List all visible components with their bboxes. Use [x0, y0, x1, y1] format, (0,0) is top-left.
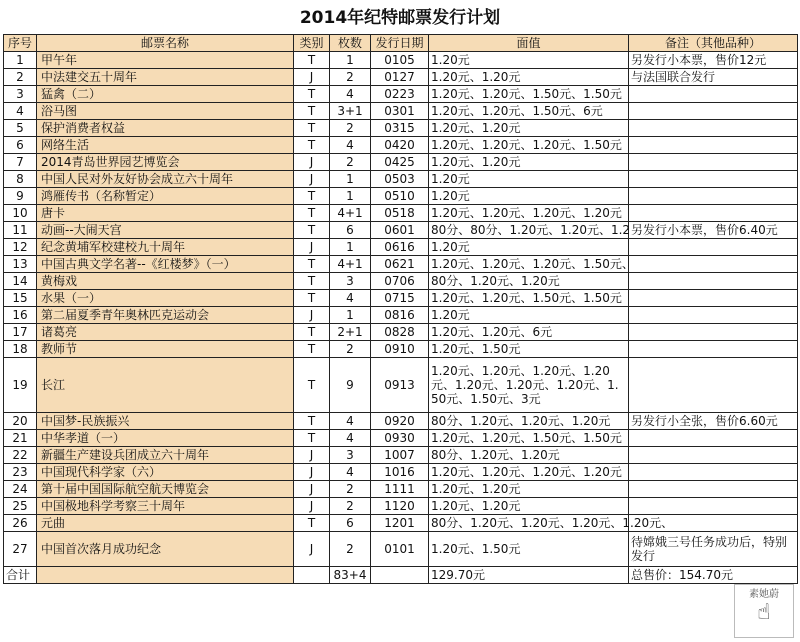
row-note — [629, 188, 798, 205]
header-category: 类别 — [294, 35, 330, 52]
row-stamp-name: 教师节 — [37, 341, 294, 358]
row-face-value: 1.20元、1.20元 — [429, 154, 629, 171]
row-index: 5 — [4, 120, 37, 137]
table-row — [4, 52, 798, 69]
row-date: 0223 — [371, 86, 429, 103]
row-face-value: 1.20元、1.20元、6元 — [429, 324, 629, 341]
row-index: 16 — [4, 307, 37, 324]
row-stamp-name: 保护消费者权益 — [37, 120, 294, 137]
row-stamp-name: 第十届中国国际航空航天博览会 — [37, 481, 294, 498]
row-category: T — [294, 256, 330, 273]
row-note — [629, 120, 798, 137]
row-face-value: 1.20元 — [429, 239, 629, 256]
row-index: 6 — [4, 137, 37, 154]
row-face-value: 1.20元、1.20元、1.50元、1.50元 — [429, 290, 629, 307]
row-note — [629, 290, 798, 307]
row-note — [629, 358, 798, 413]
row-category: T — [294, 273, 330, 290]
row-date: 0913 — [371, 358, 429, 413]
row-index: 12 — [4, 239, 37, 256]
row-count: 4 — [330, 464, 371, 481]
row-category: T — [294, 290, 330, 307]
row-note: 待嫦娥三号任务成功后，特别发行 — [629, 532, 798, 567]
table-row — [4, 464, 798, 481]
row-face-value: 1.20元、1.20元、1.50元、6元 — [429, 103, 629, 120]
header-name: 邮票名称 — [37, 35, 294, 52]
row-date: 0510 — [371, 188, 429, 205]
row-date: 0101 — [371, 532, 429, 567]
table-row — [4, 273, 798, 290]
row-count: 4 — [330, 86, 371, 103]
table-row — [4, 430, 798, 447]
row-stamp-name: 中法建交五十周年 — [37, 69, 294, 86]
row-note — [629, 307, 798, 324]
table-row — [4, 498, 798, 515]
row-note — [629, 154, 798, 171]
row-category: T — [294, 205, 330, 222]
row-count: 2 — [330, 532, 371, 567]
total-label: 合计 — [4, 567, 37, 584]
row-note — [629, 273, 798, 290]
row-face-value: 1.20元 — [429, 188, 629, 205]
row-index: 1 — [4, 52, 37, 69]
row-category: J — [294, 239, 330, 256]
row-face-value: 1.20元、1.20元、1.20元、1.20元 — [429, 205, 629, 222]
row-index: 25 — [4, 498, 37, 515]
row-category: J — [294, 481, 330, 498]
row-note: 与法国联合发行 — [629, 69, 798, 86]
row-index: 2 — [4, 69, 37, 86]
row-face-value: 1.20元、1.20元 — [429, 120, 629, 137]
row-count: 3 — [330, 447, 371, 464]
table-row — [4, 137, 798, 154]
row-date: 0503 — [371, 171, 429, 188]
row-date: 0621 — [371, 256, 429, 273]
row-note — [629, 256, 798, 273]
row-face-value: 1.20元、1.20元 — [429, 498, 629, 515]
row-stamp-name: 甲午年 — [37, 52, 294, 69]
row-date: 0127 — [371, 69, 429, 86]
row-note — [629, 171, 798, 188]
row-face-value: 1.20元、1.20元、1.20元、1.20元、1.20元、1.20元、1.20元、1.50元、1.50元、3元 — [429, 358, 629, 413]
table-row — [4, 69, 798, 86]
row-count: 2 — [330, 341, 371, 358]
row-category: T — [294, 137, 330, 154]
row-face-value: 1.20元、1.50元 — [429, 341, 629, 358]
row-index: 14 — [4, 273, 37, 290]
row-category: T — [294, 86, 330, 103]
row-count: 1 — [330, 307, 371, 324]
row-count: 2 — [330, 69, 371, 86]
table-row — [4, 447, 798, 464]
row-date: 0518 — [371, 205, 429, 222]
row-face-value: 1.20元、1.20元、1.50元、1.50元 — [429, 86, 629, 103]
row-stamp-name: 纪念黄埔军校建校九十周年 — [37, 239, 294, 256]
row-face-value: 1.20元、1.20元、1.20元、1.50元 — [429, 137, 629, 154]
header-note: 备注（其他品种） — [629, 35, 798, 52]
table-row — [4, 290, 798, 307]
row-category: T — [294, 515, 330, 532]
row-stamp-name: 浴马图 — [37, 103, 294, 120]
row-count: 9 — [330, 358, 371, 413]
row-count: 6 — [330, 515, 371, 532]
row-count: 4 — [330, 290, 371, 307]
row-index: 7 — [4, 154, 37, 171]
row-stamp-name: 诸葛亮 — [37, 324, 294, 341]
row-face-value: 80分、1.20元、1.20元、1.20元 — [429, 413, 629, 430]
row-date: 0910 — [371, 341, 429, 358]
row-category: T — [294, 358, 330, 413]
total-note: 总售价：154.70元 — [629, 567, 798, 584]
row-note: 另发行小全张，售价6.60元 — [629, 413, 798, 430]
table-row — [4, 413, 798, 430]
table-row — [4, 324, 798, 341]
row-date: 0930 — [371, 430, 429, 447]
table-row — [4, 256, 798, 273]
row-category: T — [294, 222, 330, 239]
row-count: 4 — [330, 137, 371, 154]
row-index: 13 — [4, 256, 37, 273]
table-row — [4, 120, 798, 137]
stamp-issue-table — [3, 34, 798, 584]
row-face-value: 1.20元 — [429, 52, 629, 69]
total-face-value: 129.70元 — [429, 567, 629, 584]
row-date: 1111 — [371, 481, 429, 498]
row-note — [629, 464, 798, 481]
row-count: 6 — [330, 222, 371, 239]
row-stamp-name: 中国人民对外友好协会成立六十周年 — [37, 171, 294, 188]
row-date: 0715 — [371, 290, 429, 307]
row-stamp-name: 鸿雁传书（名称暂定） — [37, 188, 294, 205]
row-date: 0105 — [371, 52, 429, 69]
row-count: 1 — [330, 171, 371, 188]
row-index: 15 — [4, 290, 37, 307]
row-stamp-name: 中国极地科学考察三十周年 — [37, 498, 294, 515]
row-note — [629, 341, 798, 358]
table-row — [4, 154, 798, 171]
row-index: 3 — [4, 86, 37, 103]
row-count: 4 — [330, 413, 371, 430]
table-row — [4, 341, 798, 358]
row-face-value: 1.20元、1.20元 — [429, 481, 629, 498]
watermark-stamp — [734, 584, 794, 638]
row-date: 1007 — [371, 447, 429, 464]
row-count: 3+1 — [330, 103, 371, 120]
row-count: 1 — [330, 188, 371, 205]
row-date: 1120 — [371, 498, 429, 515]
row-stamp-name: 水果（一） — [37, 290, 294, 307]
row-face-value: 1.20元、1.20元、1.50元、1.50元 — [429, 430, 629, 447]
hand-pointer-icon: ☝ — [757, 600, 771, 625]
row-count: 1 — [330, 239, 371, 256]
row-index: 19 — [4, 358, 37, 413]
table-row — [4, 171, 798, 188]
row-category: J — [294, 69, 330, 86]
row-date: 0816 — [371, 307, 429, 324]
row-category: T — [294, 324, 330, 341]
total-row — [4, 567, 798, 584]
row-category: T — [294, 188, 330, 205]
row-face-value: 1.20元、1.20元、1.20元、1.50元、 — [429, 256, 629, 273]
row-category: J — [294, 171, 330, 188]
row-index: 18 — [4, 341, 37, 358]
row-category: T — [294, 413, 330, 430]
row-category: T — [294, 341, 330, 358]
row-category: J — [294, 464, 330, 481]
row-stamp-name: 动画--大闹天宫 — [37, 222, 294, 239]
row-note — [629, 447, 798, 464]
row-count: 4 — [330, 430, 371, 447]
table-row — [4, 86, 798, 103]
row-date: 0616 — [371, 239, 429, 256]
row-category: J — [294, 154, 330, 171]
table-row — [4, 239, 798, 256]
row-stamp-name: 猛禽（二） — [37, 86, 294, 103]
row-date: 1201 — [371, 515, 429, 532]
row-count: 2 — [330, 481, 371, 498]
row-stamp-name: 中国古典文学名著--《红楼梦》（一） — [37, 256, 294, 273]
row-count: 2 — [330, 120, 371, 137]
row-stamp-name: 网络生活 — [37, 137, 294, 154]
row-category: J — [294, 447, 330, 464]
table-row — [4, 205, 798, 222]
row-note — [629, 205, 798, 222]
table-row — [4, 532, 798, 567]
row-category: T — [294, 120, 330, 137]
row-category: J — [294, 532, 330, 567]
row-stamp-name: 元曲 — [37, 515, 294, 532]
row-category: T — [294, 103, 330, 120]
row-stamp-name: 中国首次落月成功纪念 — [37, 532, 294, 567]
row-category: J — [294, 498, 330, 515]
row-index: 21 — [4, 430, 37, 447]
row-category: T — [294, 430, 330, 447]
row-date: 0828 — [371, 324, 429, 341]
row-note: 另发行小本票，售价12元 — [629, 52, 798, 69]
header-count: 枚数 — [330, 35, 371, 52]
row-stamp-name: 黄梅戏 — [37, 273, 294, 290]
row-count: 2 — [330, 154, 371, 171]
row-date: 1016 — [371, 464, 429, 481]
row-date: 0301 — [371, 103, 429, 120]
watermark-text: 素她蔚 — [749, 589, 779, 600]
row-count: 4+1 — [330, 256, 371, 273]
row-note — [629, 239, 798, 256]
table-row — [4, 481, 798, 498]
row-note: 另发行小本票，售价6.40元 — [629, 222, 798, 239]
total-name-cell — [37, 567, 294, 584]
row-index: 20 — [4, 413, 37, 430]
row-count: 2 — [330, 498, 371, 515]
row-index: 22 — [4, 447, 37, 464]
total-category-cell — [294, 567, 330, 584]
row-face-value: 1.20元、1.20元、1.20元、1.20元 — [429, 464, 629, 481]
row-note — [629, 498, 798, 515]
row-category: J — [294, 307, 330, 324]
table-row — [4, 515, 798, 532]
row-index: 24 — [4, 481, 37, 498]
row-stamp-name: 唐卡 — [37, 205, 294, 222]
table-row — [4, 358, 798, 413]
row-stamp-name: 新疆生产建设兵团成立六十周年 — [37, 447, 294, 464]
row-date: 0706 — [371, 273, 429, 290]
row-stamp-name: 中华孝道（一） — [37, 430, 294, 447]
row-category: T — [294, 52, 330, 69]
table-row — [4, 103, 798, 120]
total-count: 83+4 — [330, 567, 371, 584]
row-stamp-name: 长江 — [37, 358, 294, 413]
row-note — [629, 137, 798, 154]
row-index: 11 — [4, 222, 37, 239]
row-count: 4+1 — [330, 205, 371, 222]
row-stamp-name: 第二届夏季青年奥林匹克运动会 — [37, 307, 294, 324]
row-index: 26 — [4, 515, 37, 532]
row-date: 0601 — [371, 222, 429, 239]
row-index: 4 — [4, 103, 37, 120]
row-note — [629, 103, 798, 120]
row-face-value: 1.20元、1.50元 — [429, 532, 629, 567]
row-date: 0420 — [371, 137, 429, 154]
row-face-value: 80分、1.20元、1.20元 — [429, 273, 629, 290]
table-row — [4, 188, 798, 205]
row-note — [629, 324, 798, 341]
row-face-value: 80分、80分、1.20元、1.20元、1.2 — [429, 222, 629, 239]
row-index: 17 — [4, 324, 37, 341]
header-face-value: 面值 — [429, 35, 629, 52]
total-date-cell — [371, 567, 429, 584]
row-note — [629, 481, 798, 498]
row-index: 8 — [4, 171, 37, 188]
row-index: 23 — [4, 464, 37, 481]
row-index: 10 — [4, 205, 37, 222]
row-face-value: 1.20元 — [429, 307, 629, 324]
row-note — [629, 430, 798, 447]
header-index: 序号 — [4, 35, 37, 52]
row-date: 0425 — [371, 154, 429, 171]
row-stamp-name: 中国梦-民族振兴 — [37, 413, 294, 430]
row-stamp-name: 2014青岛世界园艺博览会 — [37, 154, 294, 171]
row-stamp-name: 中国现代科学家（六） — [37, 464, 294, 481]
table-row — [4, 307, 798, 324]
row-count: 2+1 — [330, 324, 371, 341]
row-face-value: 80分、1.20元、1.20元 — [429, 447, 629, 464]
row-note — [629, 86, 798, 103]
row-index: 9 — [4, 188, 37, 205]
row-index: 27 — [4, 532, 37, 567]
page-title: 2014年纪特邮票发行计划 — [299, 8, 501, 28]
row-count: 3 — [330, 273, 371, 290]
table-header-row — [4, 35, 798, 52]
row-date: 0315 — [371, 120, 429, 137]
row-face-value: 80分、1.20元、1.20元、1.20元、1.20元、 — [429, 515, 629, 532]
table-row — [4, 222, 798, 239]
row-face-value: 1.20元、1.20元 — [429, 69, 629, 86]
row-date: 0920 — [371, 413, 429, 430]
header-date: 发行日期 — [371, 35, 429, 52]
row-count: 1 — [330, 52, 371, 69]
row-face-value: 1.20元 — [429, 171, 629, 188]
